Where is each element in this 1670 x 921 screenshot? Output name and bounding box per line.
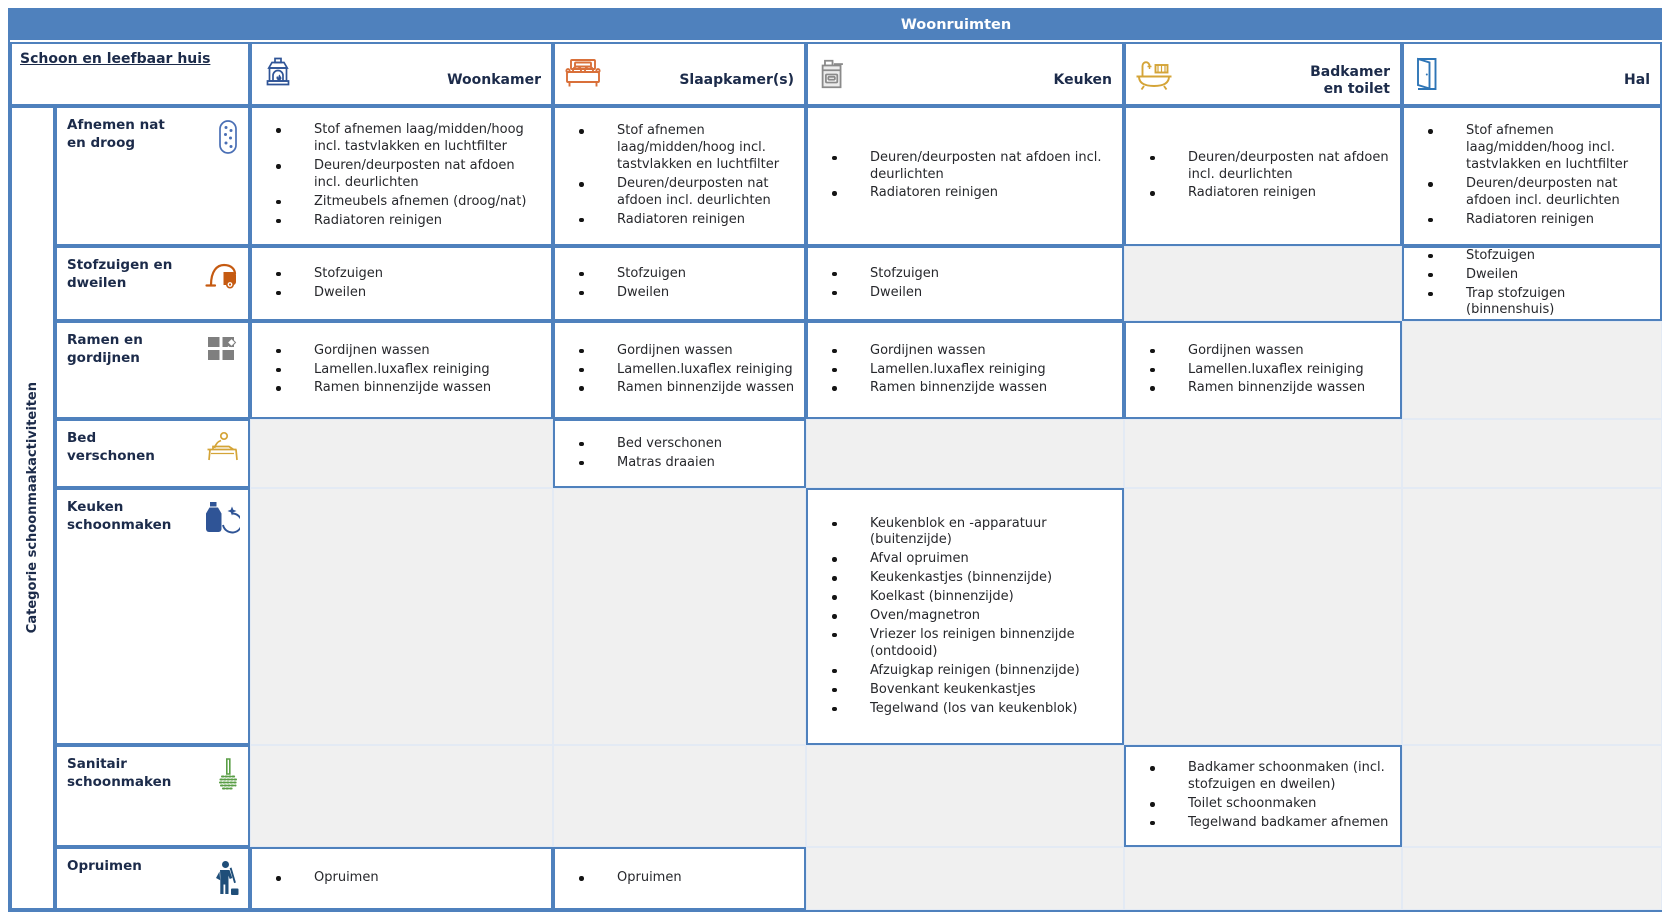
- row-label-stofzuigen: [55, 246, 250, 321]
- table-title: Woonruimten: [900, 17, 1012, 33]
- cell-sanitair-badkamer: [1124, 745, 1402, 847]
- activity-item: Lamellen.luxaflex reiniging: [1126, 362, 1396, 379]
- row-label-text-stofzuigen: Stofzuigen en dweilen: [67, 257, 173, 292]
- column-header-woonkamer: [250, 42, 553, 106]
- table-title-bar: [10, 10, 1662, 42]
- activity-item: Ramen binnenzijde wassen: [252, 380, 547, 397]
- cell-bed-woonkamer: [250, 419, 553, 488]
- activity-list: [808, 258, 1122, 310]
- toilet-brush-icon: [216, 757, 240, 795]
- activity-item: Dweilen: [252, 285, 547, 302]
- activity-item: Deuren/deurposten nat afdoen incl. deurlichten: [808, 150, 1118, 184]
- cell-keukenschoonmaken-keuken: [806, 488, 1124, 745]
- cell-bed-badkamer: [1124, 419, 1402, 488]
- cell-opruimen-slaapkamer: [553, 847, 806, 910]
- activity-item: Deuren/deurposten nat afdoen incl. deurlichten: [555, 176, 800, 210]
- cleaning-activities-table: [8, 8, 1662, 912]
- column-label-woonkamer: Woonkamer: [447, 72, 541, 89]
- row-label-opruimen: [55, 847, 250, 910]
- activity-item: Keukenblok en -apparatuur (buitenzijde): [808, 516, 1118, 550]
- activity-list: [1404, 240, 1660, 328]
- column-label-keuken: Keuken: [1053, 72, 1112, 89]
- activity-item: Lamellen.luxaflex reiniging: [555, 362, 800, 379]
- column-header-hal: [1402, 42, 1662, 106]
- cell-stofzuigen-hal: [1402, 246, 1662, 321]
- activity-item: Gordijnen wassen: [555, 343, 800, 360]
- activity-list: [555, 335, 804, 406]
- activity-list: [808, 335, 1122, 406]
- activity-item: Afzuigkap reinigen (binnenzijde): [808, 663, 1118, 680]
- category-side-cell: [10, 106, 55, 910]
- activity-item: Ramen binnenzijde wassen: [1126, 380, 1396, 397]
- activity-list: [555, 428, 804, 480]
- cell-stofzuigen-keuken: [806, 246, 1124, 321]
- activity-item: Radiatoren reinigen: [252, 213, 547, 230]
- cell-keukenschoonmaken-woonkamer: [250, 488, 553, 745]
- activity-item: Stof afnemen laag/midden/hoog incl. tastvlakken en luchtfilter: [1404, 123, 1656, 174]
- column-header-badkamer: [1124, 42, 1402, 106]
- bed-icon: [563, 58, 603, 90]
- activity-item: Stof afnemen laag/midden/hoog incl. tastvlakken en luchtfilter: [555, 123, 800, 174]
- cell-keukenschoonmaken-hal: [1402, 488, 1662, 745]
- activity-item: Stofzuigen: [808, 266, 1118, 283]
- activity-list: [555, 258, 804, 310]
- activity-item: Radiatoren reinigen: [555, 212, 800, 229]
- cell-ramen-keuken: [806, 321, 1124, 419]
- activity-list: [808, 142, 1122, 211]
- activity-item: Gordijnen wassen: [1126, 343, 1396, 360]
- row-label-afnemen: [55, 106, 250, 246]
- cell-stofzuigen-slaapkamer: [553, 246, 806, 321]
- activity-item: Bed verschonen: [555, 436, 800, 453]
- activity-item: Toilet schoonmaken: [1126, 796, 1396, 813]
- activity-item: Stofzuigen: [1404, 248, 1656, 265]
- activity-item: Oven/magnetron: [808, 608, 1118, 625]
- row-label-text-sanitair: Sanitair schoonmaken: [67, 756, 172, 791]
- activity-item: Keukenkastjes (binnenzijde): [808, 570, 1118, 587]
- cell-opruimen-hal: [1402, 847, 1662, 910]
- row-label-bed: [55, 419, 250, 488]
- activity-list: [252, 114, 551, 237]
- cell-ramen-slaapkamer: [553, 321, 806, 419]
- activity-list: [808, 508, 1122, 726]
- activity-item: Matras draaien: [555, 455, 800, 472]
- activity-item: Lamellen.luxaflex reiniging: [252, 362, 547, 379]
- cell-stofzuigen-woonkamer: [250, 246, 553, 321]
- cell-sanitair-slaapkamer: [553, 745, 806, 847]
- activity-list: [252, 335, 551, 406]
- activity-item: Bovenkant keukenkastjes: [808, 682, 1118, 699]
- activity-item: Opruimen: [252, 870, 547, 887]
- column-label-badkamer: Badkamer en toilet: [1310, 63, 1390, 97]
- cell-afnemen-badkamer: [1124, 106, 1402, 246]
- activity-list: [555, 115, 804, 236]
- activity-list: [555, 862, 804, 895]
- activity-list: [1126, 752, 1400, 840]
- cell-keukenschoonmaken-slaapkamer: [553, 488, 806, 745]
- activity-item: Opruimen: [555, 870, 800, 887]
- activity-item: Deuren/deurposten nat afdoen incl. deurlichten: [1404, 176, 1656, 210]
- column-label-hal: Hal: [1624, 72, 1650, 89]
- cell-opruimen-woonkamer: [250, 847, 553, 910]
- cell-ramen-badkamer: [1124, 321, 1402, 419]
- cell-afnemen-woonkamer: [250, 106, 553, 246]
- activity-item: Badkamer schoonmaken (incl. stofzuigen en dweilen): [1126, 760, 1396, 794]
- cell-bed-slaapkamer: [553, 419, 806, 488]
- activity-list: [252, 258, 551, 310]
- activity-item: Dweilen: [808, 285, 1118, 302]
- cell-ramen-hal: [1402, 321, 1662, 419]
- activity-item: Stofzuigen: [555, 266, 800, 283]
- activity-list: [1404, 115, 1660, 236]
- row-label-text-ramen: Ramen en gordijnen: [67, 332, 143, 367]
- bathtub-icon: [1134, 57, 1174, 91]
- stove-icon: [816, 57, 850, 91]
- window-icon: [206, 333, 240, 363]
- cell-keukenschoonmaken-badkamer: [1124, 488, 1402, 745]
- cell-stofzuigen-badkamer: [1124, 246, 1402, 321]
- cell-opruimen-keuken: [806, 847, 1124, 910]
- row-label-sanitair: [55, 745, 250, 847]
- activity-item: Zitmeubels afnemen (droog/nat): [252, 194, 547, 211]
- activity-item: Koelkast (binnenzijde): [808, 589, 1118, 606]
- activity-item: Trap stofzuigen (binnenshuis): [1404, 286, 1656, 320]
- activity-item: Ramen binnenzijde wassen: [555, 380, 800, 397]
- door-icon: [1412, 56, 1442, 92]
- activity-item: Vriezer los reinigen binnenzijde (ontdooid): [808, 627, 1118, 661]
- activity-item: Stofzuigen: [252, 266, 547, 283]
- activity-item: Radiatoren reinigen: [1404, 212, 1656, 229]
- bed-linen-icon: [204, 431, 240, 463]
- vacuum-icon: [204, 258, 240, 290]
- category-side-label: Categorie schoonmaakactiviteiten: [25, 382, 40, 634]
- corner-header: [10, 42, 250, 106]
- activity-item: Deuren/deurposten nat afdoen incl. deurlichten: [1126, 150, 1396, 184]
- cell-afnemen-slaapkamer: [553, 106, 806, 246]
- row-label-text-bed: Bed verschonen: [67, 430, 155, 465]
- cell-afnemen-hal: [1402, 106, 1662, 246]
- activity-item: Deuren/deurposten nat afdoen incl. deurlichten: [252, 158, 547, 192]
- activity-list: [1126, 335, 1400, 406]
- activity-item: Radiatoren reinigen: [1126, 185, 1396, 202]
- cell-bed-keuken: [806, 419, 1124, 488]
- cell-sanitair-woonkamer: [250, 745, 553, 847]
- activity-item: Gordijnen wassen: [808, 343, 1118, 360]
- activity-item: Dweilen: [1404, 267, 1656, 284]
- activity-item: Tegelwand badkamer afnemen: [1126, 815, 1396, 832]
- cell-bed-hal: [1402, 419, 1662, 488]
- cleaner-person-icon: [210, 859, 240, 897]
- activity-list: [252, 862, 551, 895]
- sponge-icon: [216, 118, 240, 156]
- row-label-keukenschoonmaken: [55, 488, 250, 745]
- activity-item: Lamellen.luxaflex reiniging: [808, 362, 1118, 379]
- column-header-slaapkamer: [553, 42, 806, 106]
- row-label-ramen: [55, 321, 250, 419]
- activity-item: Tegelwand (los van keukenblok): [808, 701, 1118, 718]
- activity-item: Gordijnen wassen: [252, 343, 547, 360]
- detergent-icon: [202, 500, 240, 534]
- row-label-text-afnemen: Afnemen nat en droog: [67, 117, 165, 152]
- activity-item: Afval opruimen: [808, 551, 1118, 568]
- cell-sanitair-keuken: [806, 745, 1124, 847]
- activity-list: [1126, 142, 1400, 211]
- cell-sanitair-hal: [1402, 745, 1662, 847]
- corner-header-label: Schoon en leefbaar huis: [20, 51, 211, 67]
- cell-opruimen-badkamer: [1124, 847, 1402, 910]
- cell-afnemen-keuken: [806, 106, 1124, 246]
- activity-item: Dweilen: [555, 285, 800, 302]
- row-label-text-keukenschoonmaken: Keuken schoonmaken: [67, 499, 172, 534]
- column-label-slaapkamer: Slaapkamer(s): [679, 72, 794, 89]
- activity-item: Ramen binnenzijde wassen: [808, 380, 1118, 397]
- activity-item: Radiatoren reinigen: [808, 185, 1118, 202]
- fireplace-icon: [260, 56, 296, 92]
- column-header-keuken: [806, 42, 1124, 106]
- activity-item: Stof afnemen laag/midden/hoog incl. tastvlakken en luchtfilter: [252, 122, 547, 156]
- cell-ramen-woonkamer: [250, 321, 553, 419]
- row-label-text-opruimen: Opruimen: [67, 858, 142, 874]
